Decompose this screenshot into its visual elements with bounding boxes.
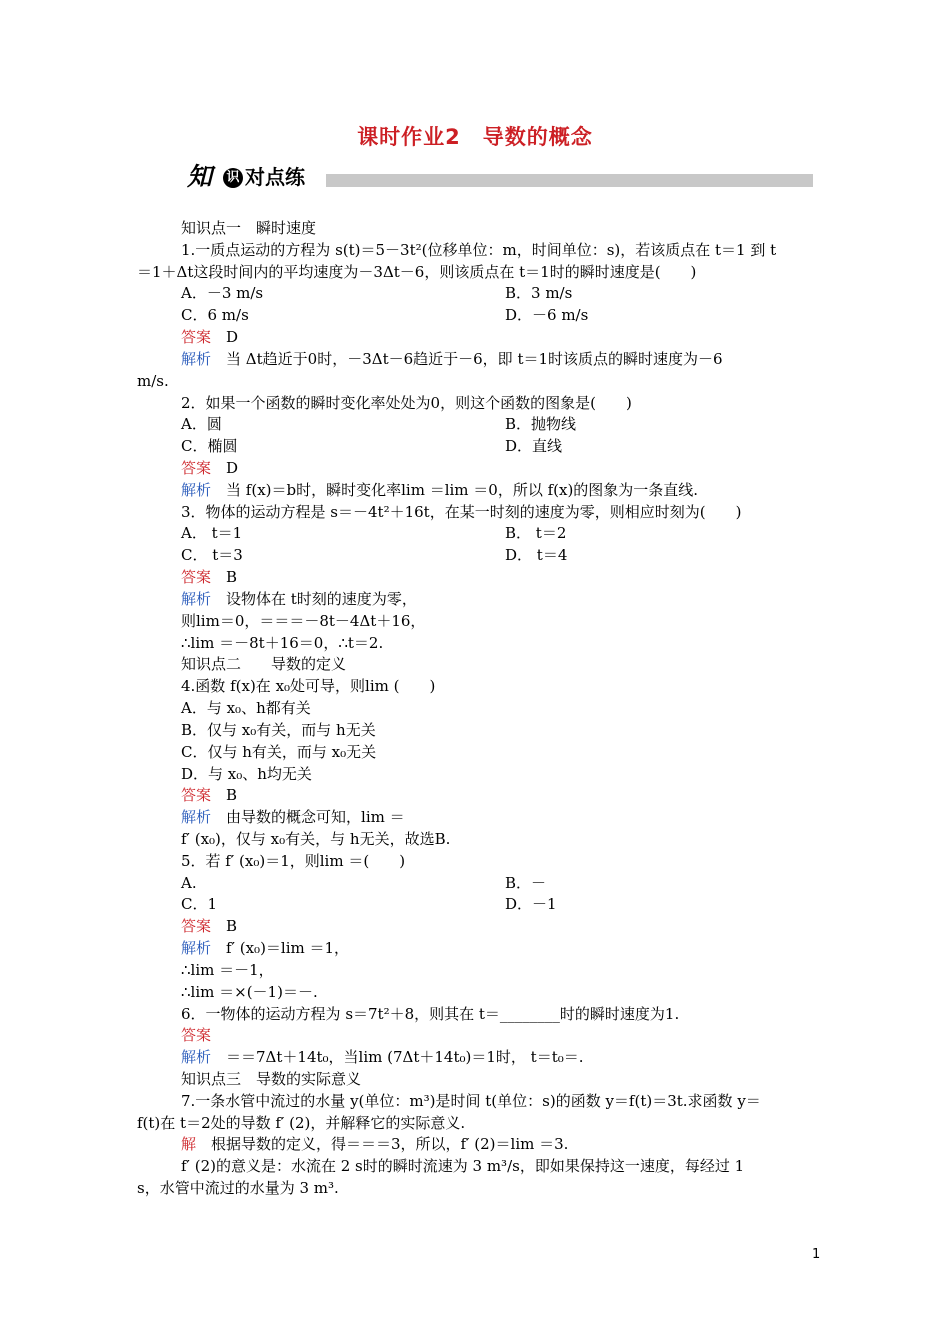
text-line xyxy=(181,566,237,588)
text-line: D．与 x₀、h均无关 xyxy=(181,765,312,783)
line-text: 当 f(x)＝b时，瞬时变化率lim ＝lim ＝0，所以 f(x)的图象为一条直线. xyxy=(211,481,699,499)
text-line: A．圆 xyxy=(181,415,222,433)
text-line: 2．如果一个函数的瞬时变化率处处为0，则这个函数的图象是( ) xyxy=(181,394,632,412)
text-line: 知识点三 导数的实际意义 xyxy=(181,1070,362,1088)
line-text: 当 Δt趋近于0时，－3Δt－6趋近于－6，即 t＝1时该质点的瞬时速度为－6 xyxy=(211,350,723,368)
text-line: C．1 xyxy=(181,895,218,913)
line-text: D xyxy=(211,459,239,477)
text-line: 7.一条水管中流过的水量 y(单位：m³)是时间 t(单位：s)的函数 y＝f(t)＝3t.求函数 y＝ xyxy=(181,1092,761,1110)
page-number: 1 xyxy=(812,1247,821,1262)
option-right: D．直线 xyxy=(505,437,563,455)
banner-label: 对点练 xyxy=(245,165,305,189)
text-line xyxy=(181,479,698,501)
text-line xyxy=(181,1133,568,1155)
analysis-label: 解析 xyxy=(181,481,212,499)
text-line: C． t＝3 xyxy=(181,546,243,564)
line-text: f′ (x₀)＝lim ＝1， xyxy=(211,939,350,957)
text-line: A．－3 m/s xyxy=(181,284,264,302)
page-title: 课时作业2 导数的概念 xyxy=(357,125,593,149)
text-line xyxy=(181,348,723,370)
text-line: f(t)在 t＝2处的导数 f′ (2)，并解释它的实际意义. xyxy=(137,1114,466,1132)
text-line: 3．物体的运动方程是 s＝－4t²＋16t，在某一时刻的速度为零，则相应时刻为( ) xyxy=(181,503,742,521)
analysis-label: 解析 xyxy=(181,1048,212,1066)
option-right: B．3 m/s xyxy=(505,284,573,302)
text-line: ∴lim ＝－8t＋16＝0，∴t＝2. xyxy=(181,634,384,652)
line-text: D xyxy=(211,328,239,346)
text-line: ＝1＋Δt这段时间内的平均速度为－3Δt－6，则该质点在 t＝1时的瞬时速度是( ) xyxy=(137,263,697,281)
text-line: m/s. xyxy=(137,372,169,390)
text-line: B．仅与 x₀有关，而与 h无关 xyxy=(181,721,376,739)
line-text: B xyxy=(211,917,238,935)
text-line: A. xyxy=(181,874,197,892)
text-line xyxy=(181,1046,584,1068)
banner-char-zhi: 知 xyxy=(187,162,213,191)
line-text: B xyxy=(211,568,238,586)
text-line xyxy=(181,806,405,828)
text-line: ∴lim ＝×(－1)＝－. xyxy=(181,983,318,1001)
line-text: ＝＝7Δt＋14t₀，当lim (7Δt＋14t₀)＝1时， t＝t₀＝. xyxy=(211,1048,584,1066)
option-right: B．抛物线 xyxy=(505,415,577,433)
text-line: f′ (x₀)，仅与 x₀有关，与 h无关，故选B. xyxy=(181,830,451,848)
analysis-label: 解析 xyxy=(181,590,212,608)
option-right: B． t＝2 xyxy=(505,524,567,542)
text-line xyxy=(181,457,238,479)
section-banner xyxy=(187,162,813,192)
text-line: 则lim＝0，＝＝＝－8t－4Δt＋16， xyxy=(181,612,426,630)
option-right: D．－6 m/s xyxy=(505,306,589,324)
text-line: 知识点二 导数的定义 xyxy=(181,655,347,673)
option-right: B．－ xyxy=(505,874,547,892)
text-line: 知识点一 瞬时速度 xyxy=(181,219,317,237)
answer-label: 答案 xyxy=(181,786,212,804)
line-text: 设物体在 t时刻的速度为零， xyxy=(211,590,417,608)
answer-label: 答案 xyxy=(181,328,212,346)
analysis-label: 解析 xyxy=(181,808,212,826)
text-line: ∴lim ＝－1， xyxy=(181,961,274,979)
line-text: 根据导数的定义，得＝＝＝3，所以，f′ (2)＝lim ＝3. xyxy=(196,1135,569,1153)
text-line: A． t＝1 xyxy=(181,524,243,542)
banner-char-shi: 识 xyxy=(223,168,243,188)
text-line: C．6 m/s xyxy=(181,306,249,324)
analysis-label: 解析 xyxy=(181,939,212,957)
banner-bar xyxy=(326,174,813,187)
answer-label: 解 xyxy=(181,1135,197,1153)
text-line xyxy=(181,326,238,348)
line-text: B xyxy=(211,786,238,804)
text-line: C．仅与 h有关，而与 x₀无关 xyxy=(181,743,377,761)
text-line xyxy=(181,915,237,937)
text-line xyxy=(181,937,349,959)
answer-label: 答案 xyxy=(181,459,212,477)
answer-label: 答案 xyxy=(181,1026,212,1044)
option-right: D．－1 xyxy=(505,895,557,913)
text-line xyxy=(181,784,237,806)
text-line: A．与 x₀、h都有关 xyxy=(181,699,311,717)
analysis-label: 解析 xyxy=(181,350,212,368)
text-line: s，水管中流过的水量为 3 m³. xyxy=(137,1179,339,1197)
answer-label: 答案 xyxy=(181,917,212,935)
line-text: 由导数的概念可知，lim ＝ xyxy=(211,808,405,826)
answer-label: 答案 xyxy=(181,568,212,586)
text-line: f′ (2)的意义是：水流在 2 s时的瞬时流速为 3 m³/s，即如果保持这一速度，每经过 1 xyxy=(181,1157,745,1175)
text-line: 1.一质点运动的方程为 s(t)＝5－3t²(位移单位：m，时间单位：s)，若该质点在 t＝1 到 t xyxy=(181,241,777,259)
text-line: 6．一物体的运动方程为 s＝7t²＋8，则其在 t＝________时的瞬时速度为1. xyxy=(181,1005,680,1023)
text-line: 5．若 f′ (x₀)＝1，则lim ＝( ) xyxy=(181,852,406,870)
text-line: 4.函数 f(x)在 x₀处可导，则lim ( ) xyxy=(181,677,436,695)
text-line: C．椭圆 xyxy=(181,437,238,455)
text-line xyxy=(181,1024,211,1046)
text-line xyxy=(181,588,417,610)
option-right: D． t＝4 xyxy=(505,546,568,564)
